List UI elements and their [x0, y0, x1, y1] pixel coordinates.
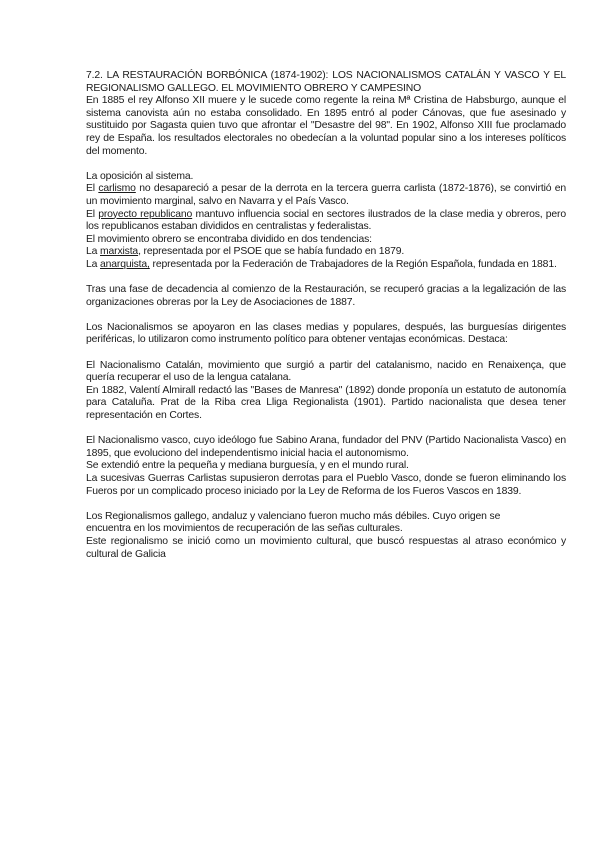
republicano-term: proyecto republicano: [98, 208, 193, 220]
anarquista-post: representada por la Federación de Trabajadores de la Región Española, fundada en 1881.: [149, 258, 557, 270]
oposicion-section: [86, 171, 566, 272]
vasco-paragraph-3: La sucesivas Guerras Carlistas supusieron derrotas para el Pueblo Vasco, donde se fueron eliminando los Fueros por un complicado proceso iniciado por la Ley de Reforma de los Fueros Vascos en 1839.: [86, 473, 566, 497]
anarquista-term: anarquista,: [100, 258, 150, 270]
catalan-section: [86, 360, 566, 423]
vasco-paragraph-2: Se extendió entre la pequeña y mediana burguesía, y en el mundo rural.: [86, 460, 409, 472]
catalan-paragraph-2: En 1882, Valentí Almirall redactó las "Bases de Manresa" (1892) donde proponía un estatuto de autonomía para Cataluña. Prat de la Riba crea Lliga Regionalista (1901). Partido nacionalista que desea tener representación en Cortes.: [86, 384, 566, 422]
republicano-paragraph: [86, 209, 566, 234]
vasco-section: [86, 435, 566, 498]
marxista-paragraph: [86, 246, 566, 259]
spacer: [86, 423, 566, 436]
decadencia-paragraph: Tras una fase de decadencia al comienzo de la Restauración, se recuperó gracias a la legalización de las organizaciones obreras por la Ley de Asociaciones de 1887.: [86, 284, 566, 308]
marxista-pre: La: [86, 246, 100, 258]
carlismo-paragraph: [86, 183, 566, 208]
oposicion-heading: La oposición al sistema.: [86, 170, 194, 182]
carlismo-term: carlismo: [98, 183, 136, 195]
regionalismos-section: [86, 511, 566, 561]
document-page: [86, 70, 566, 561]
marxista-term: marxista: [100, 246, 139, 258]
spacer: [86, 158, 566, 171]
nacionalismos-paragraph: Los Nacionalismos se apoyaron en las clases medias y populares, después, las burguesías dirigentes periféricas, lo utilizaron como instrumento político para obtener ventajas económicas. Destaca:: [86, 321, 566, 346]
anarquista-paragraph: [86, 259, 566, 272]
republicano-pre: El: [86, 208, 99, 220]
republicano-post: mantuvo influencia social en sectores ilustrados de la clase media y obreros, pero los republicanos estaban divididos en centralistas y federalistas.: [86, 208, 566, 233]
marxista-post: , representada por el PSOE que se había fundado en 1879.: [138, 246, 405, 258]
regionalismos-line-3: Este regionalismo se inició como un movimiento cultural, que buscó respuestas al atraso económico y cultural de Galicia: [86, 535, 566, 560]
spacer: [86, 498, 566, 511]
anarquista-pre: La: [86, 258, 100, 270]
catalan-paragraph-1: El Nacionalismo Catalán, movimiento que surgió a partir del catalanismo, nacido en Renaixença, que quería recuperar el uso de la lengua catalana.: [86, 359, 566, 384]
page-title: 7.2. LA RESTAURACIÓN BORBÓNICA (1874-1902): LOS NACIONALISMOS CATALÁN Y VASCO Y EL REGIONALISMO GALLEGO. EL MOVIMIENTO OBRERO Y CAMPESINO: [86, 70, 566, 94]
regionalismos-line-2: encuentra en los movimientos de recuperación de las señas culturales.: [86, 523, 403, 535]
intro-paragraph: En 1885 el rey Alfonso XII muere y le sucede como regente la reina Mª Cristina de Habsburgo, aunque el sistema canovista aún no estaba consolidado. En 1895 entró al poder Cánovas, que fue asesinado y sustituido por Sagasta quien tuvo que afrontar el "Desastre del 98". En 1902, Alfonso XIII fue proclamado rey de España. los resultados electorales no obedecían a la voluntad popular sino a los intereses políticos del momento.: [86, 95, 566, 157]
carlismo-post: no desapareció a pesar de la derrota en la tercera guerra carlista (1872-1876), se convirtió en un movimiento marginal, salvo en Navarra y el País Vasco.: [86, 183, 566, 207]
carlismo-pre: El: [86, 183, 99, 195]
regionalismos-line-1: Los Regionalismos gallego, andaluz y valenciano fueron mucho más débiles. Cuyo origen se: [86, 510, 501, 522]
spacer: [86, 309, 566, 322]
vasco-paragraph-1: El Nacionalismo vasco, cuyo ideólogo fue Sabino Arana, fundador del PNV (Partido Nacionalista Vasco) en 1895, que evoluciono del independentismo inicial hacia el autonomismo.: [86, 435, 566, 459]
spacer: [86, 347, 566, 360]
obrero-paragraph: El movimiento obrero se encontraba dividido en dos tendencias:: [86, 233, 372, 245]
spacer: [86, 272, 566, 285]
